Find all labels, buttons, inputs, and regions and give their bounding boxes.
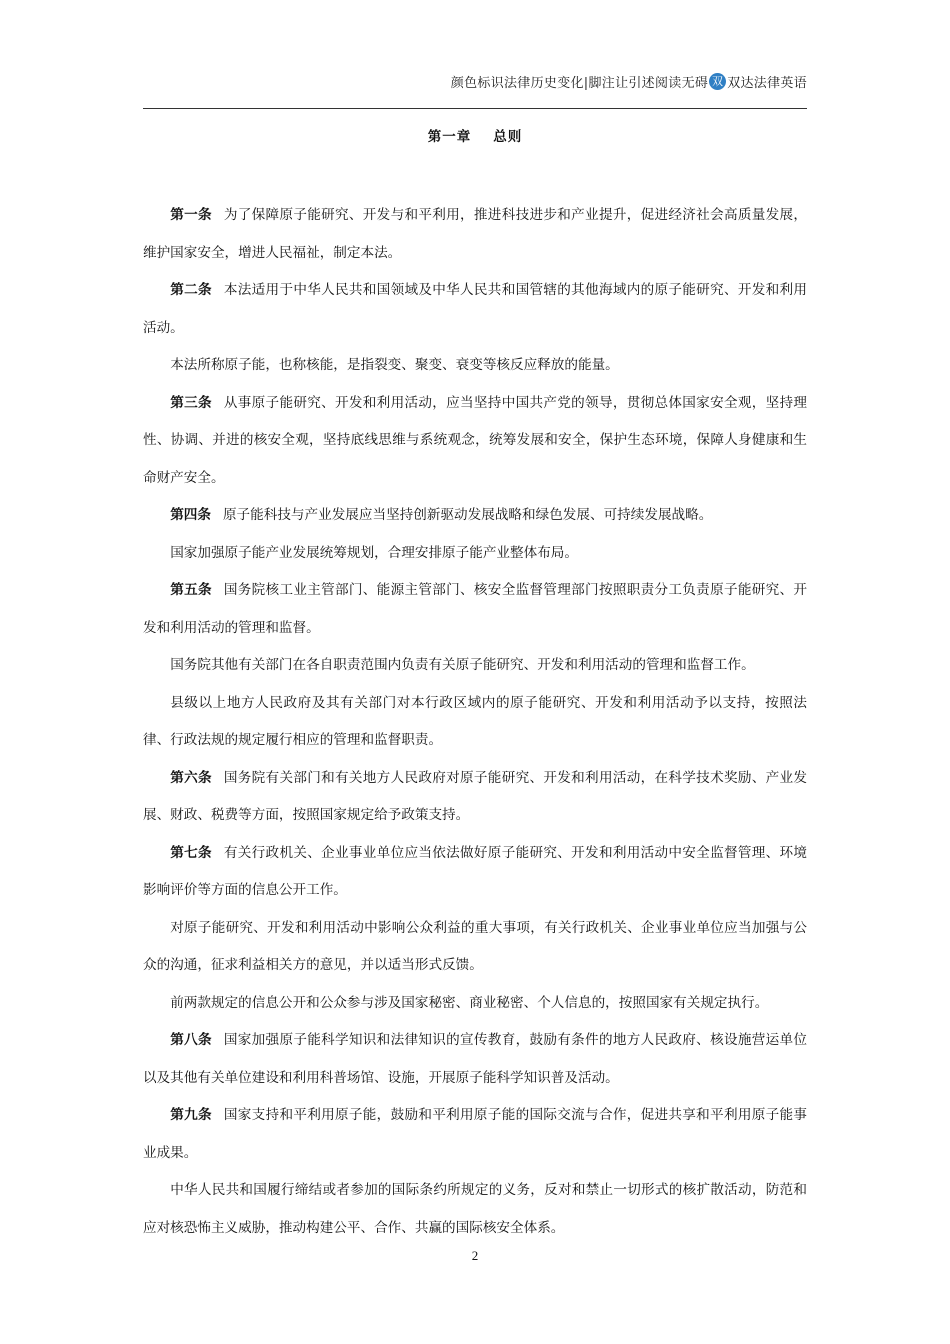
article-paragraph (143, 572, 807, 647)
article-number: 第五条 (170, 582, 212, 598)
article-number: 第四条 (170, 507, 211, 523)
header-tagline-left: 颜色标识法律历史变化|脚注让引述阅读无碍 (450, 76, 709, 91)
article-paragraph (143, 1097, 807, 1172)
paragraph-text: 从事原子能研究、开发和利用活动，应当坚持中国共产党的领导，贯彻总体国家安全观，坚持理性、协调、并进的核安全观，坚持底线思维与系统观念，统筹发展和安全，保护生态环境，保障人身健康和生命财产安全。 (143, 394, 808, 486)
paragraph-text: 为了保障原子能研究、开发与和平利用，推进科技进步和产业提升，促进经济社会高质量发展，维护国家安全，增进人民福祉，制定本法。 (143, 207, 808, 261)
paragraph-text: 原子能科技与产业发展应当坚持创新驱动发展战略和绿色发展、可持续发展战略。 (222, 507, 713, 523)
paragraph-text: 国务院核工业主管部门、能源主管部门、核安全监督管理部门按照职责分工负责原子能研究、开发和利用活动的管理和监督。 (143, 582, 808, 636)
paragraph-text: 国务院有关部门和有关地方人民政府对原子能研究、开发和利用活动，在科学技术奖励、产业发展、财政、税费等方面，按照国家规定给予政策支持。 (143, 769, 808, 823)
paragraph-text: 国务院其他有关部门在各自职责范围内负责有关原子能研究、开发和利用活动的管理和监督工作。 (170, 657, 755, 673)
paragraph-text: 前两款规定的信息公开和公众参与涉及国家秘密、商业秘密、个人信息的，按照国家有关规定执行。 (170, 994, 769, 1011)
clause-paragraph (143, 347, 807, 385)
article-number: 第八条 (170, 1032, 212, 1048)
article-paragraph (143, 760, 807, 835)
header-divider (143, 108, 807, 109)
paragraph-text: 县级以上地方人民政府及其有关部门对本行政区域内的原子能研究、开发和利用活动予以支持，按照法律、行政法规的规定履行相应的管理和监督职责。 (143, 694, 807, 748)
article-paragraph (143, 497, 807, 535)
paragraph-text: 对原子能研究、开发和利用活动中影响公众利益的重大事项，有关行政机关、企业事业单位应当加强与公众的沟通，征求利益相关方的意见，并以适当形式反馈。 (143, 919, 807, 973)
clause-paragraph (143, 910, 807, 985)
article-paragraph (143, 1022, 807, 1097)
article-number: 第九条 (170, 1107, 212, 1123)
page-number: 2 (471, 1248, 479, 1263)
article-number: 第三条 (170, 394, 212, 411)
chapter-name: 总则 (493, 129, 523, 145)
paragraph-text: 中华人民共和国履行缔结或者参加的国际条约所规定的义务，反对和禁止一切形式的核扩散活动，防范和应对核恐怖主义威胁，推动构建公平、合作、共赢的国际核安全体系。 (143, 1182, 807, 1236)
article-paragraph (143, 197, 807, 272)
header-tagline-right: 双达法律英语 (727, 76, 807, 91)
header-tagline (451, 72, 807, 91)
chapter-number: 第一章 (427, 129, 472, 145)
chapter-title (143, 125, 807, 145)
paragraph-text: 有关行政机关、企业事业单位应当依法做好原子能研究、开发和利用活动中安全监督管理、环境影响评价等方面的信息公开工作。 (143, 844, 808, 898)
clause-paragraph (143, 1172, 807, 1247)
paragraph-text: 本法所称原子能，也称核能，是指裂变、聚变、衰变等核反应释放的能量。 (170, 357, 619, 373)
article-paragraph (143, 385, 807, 498)
article-number: 第二条 (170, 282, 212, 298)
article-number: 第七条 (170, 844, 212, 861)
paragraph-text: 本法适用于中华人民共和国领域及中华人民共和国管辖的其他海域内的原子能研究、开发和利用活动。 (143, 282, 808, 336)
article-paragraph (143, 272, 807, 347)
article-number: 第一条 (170, 207, 212, 223)
article-paragraph (143, 835, 807, 910)
paragraph-text: 国家支持和平利用原子能，鼓励和平利用原子能的国际交流与合作，促进共享和平利用原子能事业成果。 (143, 1107, 808, 1161)
article-number: 第六条 (170, 769, 212, 786)
clause-paragraph (143, 685, 807, 760)
law-body (143, 197, 807, 1247)
paragraph-text: 国家加强原子能产业发展统筹规划，合理安排原子能产业整体布局。 (170, 544, 578, 561)
clause-paragraph (143, 647, 807, 685)
clause-paragraph (143, 535, 807, 573)
shuangda-logo-icon: 双 (709, 73, 726, 90)
paragraph-text: 国家加强原子能科学知识和法律知识的宣传教育，鼓励有条件的地方人民政府、核设施营运单位以及其他有关单位建设和利用科普场馆、设施，开展原子能科学知识普及活动。 (143, 1032, 808, 1086)
clause-paragraph (143, 985, 807, 1023)
